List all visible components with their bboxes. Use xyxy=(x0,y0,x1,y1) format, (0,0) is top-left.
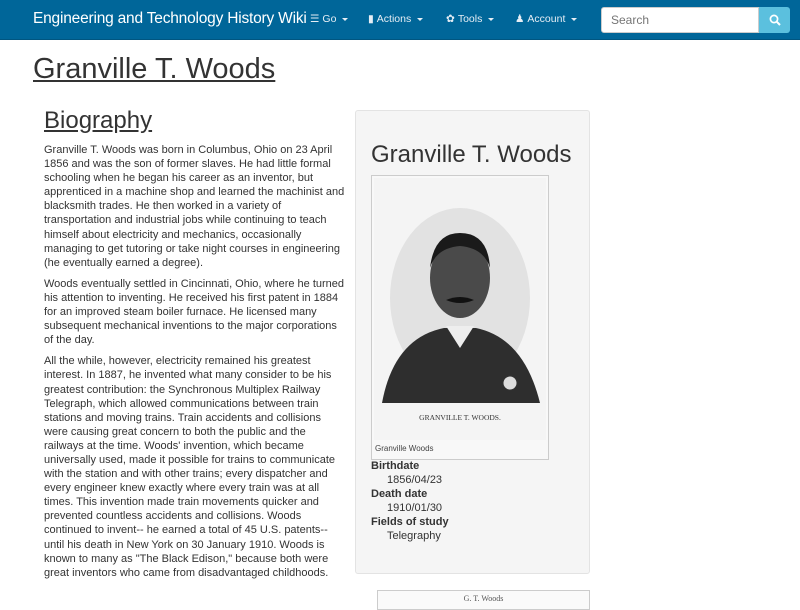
field-value-fields-of-study: Telegraphy xyxy=(387,530,441,542)
field-value-birthdate: 1856/04/23 xyxy=(387,474,443,486)
menu-tools[interactable]: ✿ Tools xyxy=(446,13,494,25)
caret-down-icon xyxy=(571,18,577,21)
biography-text xyxy=(44,143,346,587)
field-label-death-date: Death date xyxy=(371,488,428,500)
caret-down-icon xyxy=(342,18,348,21)
image-caption: Granville Woods xyxy=(375,444,434,453)
user-icon: ♟ xyxy=(515,13,525,25)
caret-down-icon xyxy=(488,18,494,21)
portrait-caption-text: GRANVILLE T. WOODS. xyxy=(419,413,501,422)
infobox xyxy=(355,110,590,574)
field-value-death-date: 1910/01/30 xyxy=(387,502,443,514)
navbar xyxy=(0,0,800,40)
site-brand-link[interactable]: Engineering and Technology History Wiki xyxy=(33,10,307,27)
caret-down-icon xyxy=(417,18,423,21)
portrait-thumbnail[interactable] xyxy=(371,175,549,460)
search-button[interactable] xyxy=(759,7,790,33)
menu-actions[interactable]: ▮ Actions xyxy=(368,13,423,25)
infobox-title: Granville T. Woods xyxy=(371,141,572,168)
paragraph: Granville T. Woods was born in Columbus, Ohio on 23 April 1856 and was the son of former slaves. He had little formal schooling when he began his career as an inventor, but apprenticed in a machine shop and learned the machinist and blacksmith trades. He then worked in a variety of transportation and industrial jobs while continuing to teach himself about electricity and mechanics, occasionally managing to get tutoring or take night courses in engineering (he eventually earned a degree). xyxy=(44,144,345,269)
paragraph: Woods eventually settled in Cincinnati, Ohio, where he turned his attention to inventing. He received his first patent in 1884 for an improved steam boiler furnace. He licensed many subsequent mechanical inventions to the major corporations of the day. xyxy=(44,277,345,347)
search-icon xyxy=(769,14,781,26)
search-input[interactable] xyxy=(601,7,759,33)
section-heading-biography: Biography xyxy=(44,107,153,134)
paragraph: All the while, however, electricity remained his greatest interest. In 1887, he invented what many consider to be his greatest contribution: the Synchronous Multiplex Railway Telegraph, which allowed communications between train stations and moving trains. Train accidents and collisions were causing great concern to both the public and the railways at the time. Woods' invention, which became universally used, made it possible for trains to communicate with the station and with other trains; every dispatcher and every engineer knew exactly where every train was at all times. This invention made train movements quicker and prevented countless accidents and collisions. Woods continued to invent-- he earned a total of 45 U.S. patents-- until his death in New York on 30 January 1910. Woods is known to many as "The Black Edison," because both were great inventors who came from disadvantaged childhoods. xyxy=(44,355,336,579)
file-icon: ▮ xyxy=(368,13,374,25)
portrait-image xyxy=(374,178,546,440)
page-title: Granville T. Woods xyxy=(33,53,276,85)
gear-icon: ✿ xyxy=(446,13,455,25)
menu-go[interactable]: ☰ Go xyxy=(310,13,348,25)
list-icon: ☰ xyxy=(310,13,320,25)
second-image[interactable]: G. T. Woods xyxy=(377,590,590,610)
field-label-fields-of-study: Fields of study xyxy=(371,516,449,528)
menu-account[interactable]: ♟ Account xyxy=(515,13,577,25)
field-label-birthdate: Birthdate xyxy=(371,460,420,472)
